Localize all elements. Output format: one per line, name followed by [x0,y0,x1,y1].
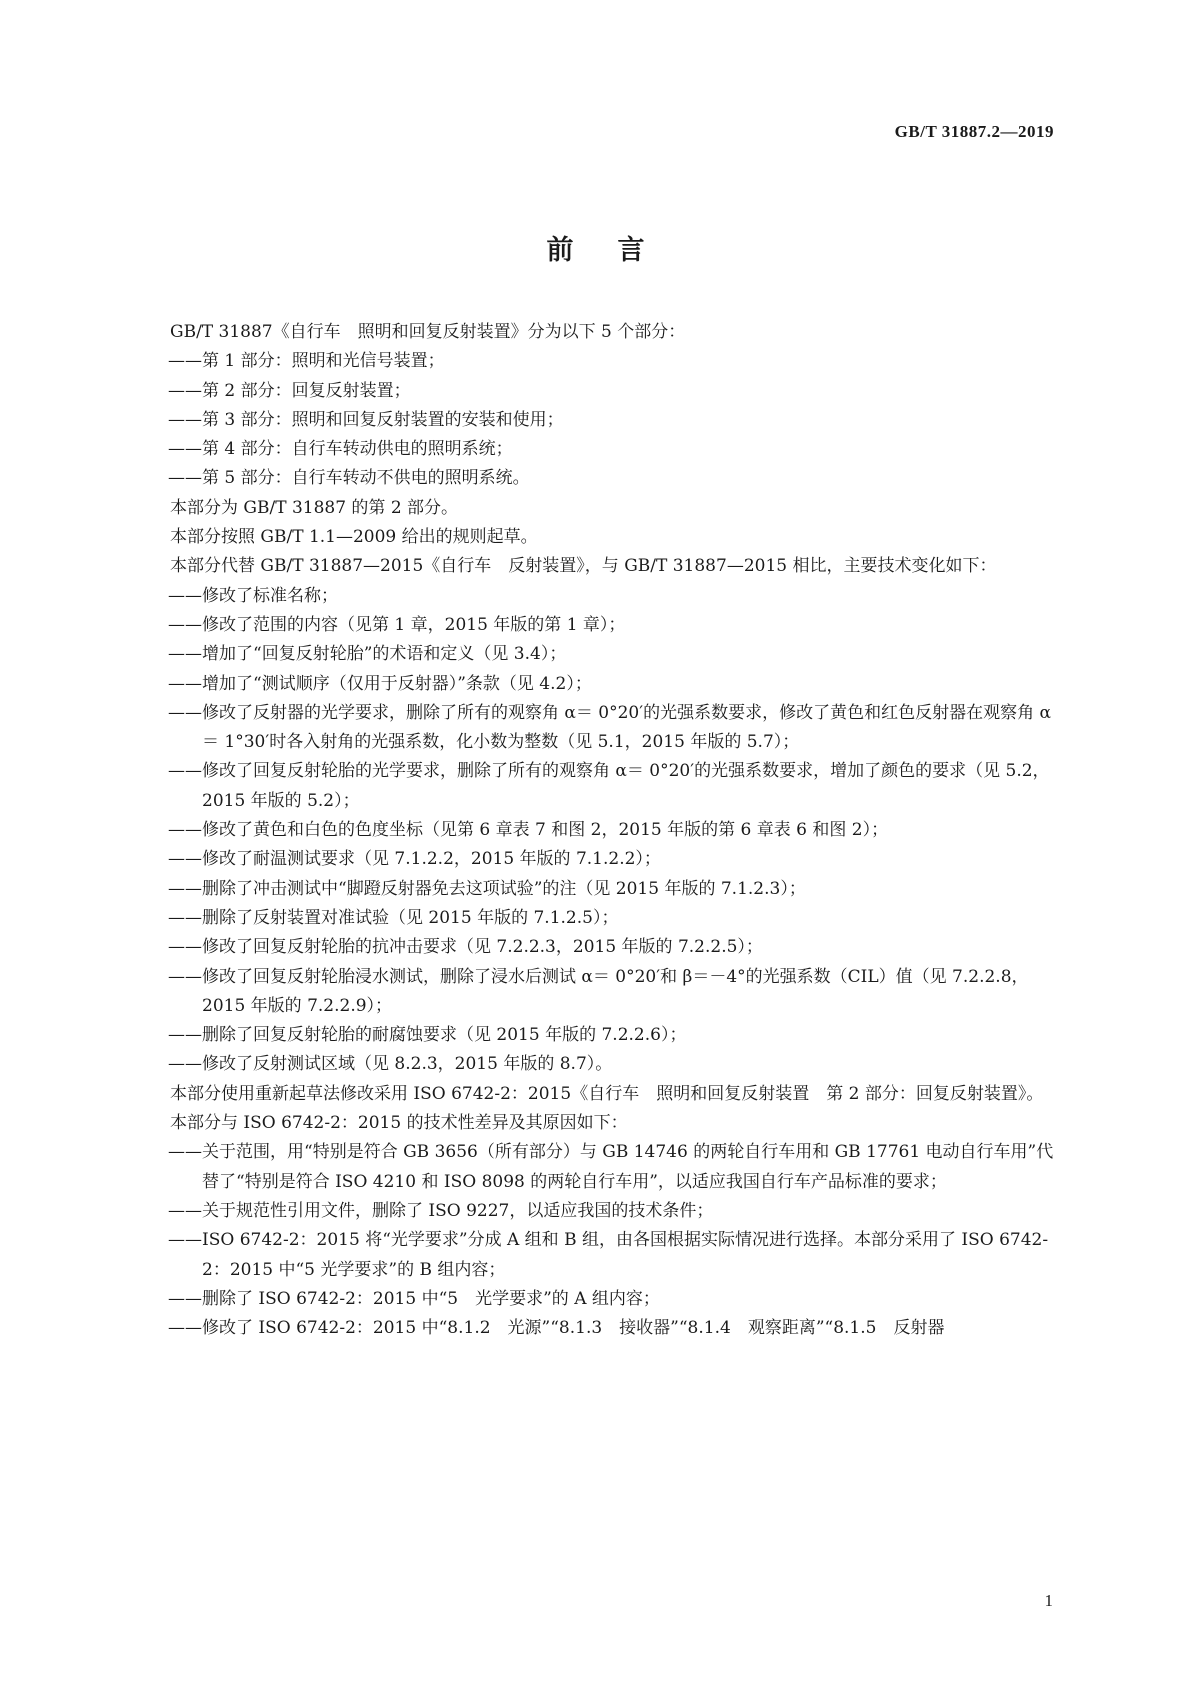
list-item: ——修改了黄色和白色的色度坐标（见第 6 章表 7 和图 2，2015 年版的第 6 章表 6 和图 2）； [168,820,889,841]
list-item: ——删除了回复反射轮胎的耐腐蚀要求（见 2015 年版的 7.2.2.6）； [168,1025,687,1046]
list-item: ——修改了耐温测试要求（见 7.1.2.2，2015 年版的 7.1.2.2）； [168,849,661,870]
list-item: ——修改了标准名称； [168,585,338,606]
list-item: ——关于规范性引用文件，删除了 ISO 9227，以适应我国的技术条件； [168,1200,714,1221]
list-item: ——第 1 部分：照明和光信号装置； [168,351,445,372]
paragraph: GB/T 31887《自行车 照明和回复反射装置》分为以下 5 个部分： [170,322,686,342]
page-number: 1 [1044,1591,1053,1610]
list-item: ——修改了回复反射轮胎的光学要求，删除了所有的观察角 α＝ 0°20′的光强系数要求，增加了颜色的要求（见 5.2，2015 年版的 5.2）； [168,761,1050,811]
list-item: ——修改了 ISO 6742-2：2015 中“8.1.2 光源”“8.1.3 接收器”“8.1.4 观察距离”“8.1.5 反射器 [168,1318,945,1339]
list-item: ——修改了范围的内容（见第 1 章，2015 年版的第 1 章）； [168,614,626,635]
list-item: ——第 3 部分：照明和回复反射装置的安装和使用； [168,409,564,430]
list-item: ——删除了冲击测试中“脚蹬反射器免去这项试验”的注（见 2015 年版的 7.1.2.3）； [168,878,806,899]
list-item: ——关于范围，用“特别是符合 GB 3656（所有部分）与 GB 14746 的两轮自行车用和 GB 17761 电动自行车用”代替了“特别是符合 ISO 4210 和 ISO 8098 的两轮自行车用”，以适应我国自行车产品标准的要求； [168,1142,1054,1192]
list-item: ——ISO 6742-2：2015 将“光学要求”分成 A 组和 B 组，由各国根据实际情况进行选择。本部分采用了 ISO 6742-2：2015 中“5 光学要求”的 B 组内容； [168,1230,1049,1280]
standard-number: GB/T 31887.2—2019 [894,122,1054,141]
paragraph: 本部分为 GB/T 31887 的第 2 部分。 [170,497,459,518]
list-item: ——修改了反射测试区域（见 8.2.3，2015 年版的 8.7）。 [168,1054,613,1075]
list-item: ——第 2 部分：回复反射装置； [168,380,411,401]
list-item: ——第 4 部分：自行车转动供电的照明系统； [168,439,513,460]
list-item: ——增加了“回复反射轮胎”的术语和定义（见 3.4）； [168,644,567,665]
list-item: ——修改了回复反射轮胎的抗冲击要求（见 7.2.2.3，2015 年版的 7.2.2.5）； [168,937,763,958]
list-item: ——第 5 部分：自行车转动不供电的照明系统。 [168,468,530,489]
list-item: ——删除了 ISO 6742-2：2015 中“5 光学要求”的 A 组内容； [168,1288,660,1309]
foreword-body [136,318,1054,1343]
list-item: ——修改了回复反射轮胎浸水测试，删除了浸水后测试 α＝ 0°20′和 β＝－4°的光强系数（CIL）值（见 7.2.2.8，2015 年版的 7.2.2.9）； [168,966,1029,1016]
paragraph: 本部分与 ISO 6742-2：2015 的技术性差异及其原因如下： [170,1113,628,1134]
paragraph: 本部分代替 GB/T 31887—2015《自行车 反射装置》，与 GB/T 31887—2015 相比，主要技术变化如下： [170,556,997,577]
paragraph: 本部分按照 GB/T 1.1—2009 给出的规则起草。 [170,527,538,548]
list-item: ——增加了“测试顺序（仅用于反射器）”条款（见 4.2）； [168,673,592,694]
page-title: 前言 [546,235,689,266]
paragraph: 本部分使用重新起草法修改采用 ISO 6742-2：2015《自行车 照明和回复反射装置 第 2 部分：回复反射装置》。 [170,1083,1044,1104]
list-item: ——删除了反射装置对准试验（见 2015 年版的 7.1.2.5）； [168,907,619,928]
list-item: ——修改了反射器的光学要求，删除了所有的观察角 α＝ 0°20′的光强系数要求，修改了黄色和红色反射器在观察角 α＝ 1°30′时各入射角的光强系数，化小数为整数（见 5.1，2015 年版的 5.7）； [168,702,1051,753]
